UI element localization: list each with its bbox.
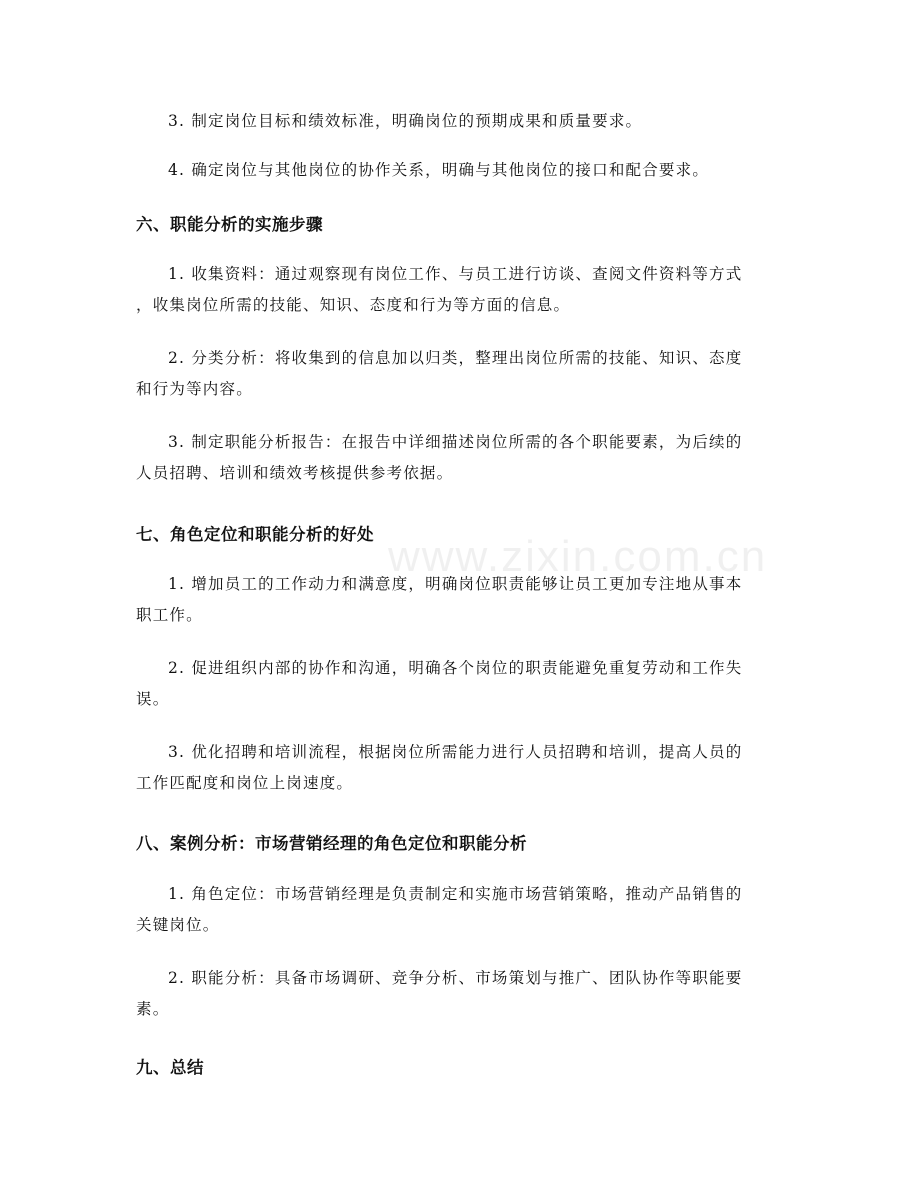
paragraph-line: ，收集岗位所需的技能、知识、态度和行为等方面的信息。 — [136, 296, 571, 314]
paragraph-line: 2. 分类分析：将收集到的信息加以归类，整理出岗位所需的技能、知识、态度 — [168, 349, 743, 367]
paragraph-line: 关键岗位。 — [136, 916, 220, 934]
paragraph-goal-standards — [136, 106, 782, 137]
paragraph-line: 1. 增加员工的工作动力和满意度，明确岗位职责能够让员工更加专注地从事本 — [168, 575, 743, 593]
section-heading-6: 六、职能分析的实施步骤 — [136, 215, 323, 234]
paragraph-collaboration — [136, 155, 782, 186]
list-item — [136, 427, 782, 489]
paragraph-line: 工作匹配度和岗位上岗速度。 — [136, 774, 354, 792]
paragraph-line: 1. 角色定位：市场营销经理是负责制定和实施市场营销策略，推动产品销售的 — [168, 885, 743, 903]
paragraph-line: 人员招聘、培训和绩效考核提供参考依据。 — [136, 464, 454, 482]
list-item — [136, 963, 782, 1025]
paragraph-line: 4. 确定岗位与其他岗位的协作关系，明确与其他岗位的接口和配合要求。 — [168, 161, 710, 179]
paragraph-line: 2. 促进组织内部的协作和沟通，明确各个岗位的职责能避免重复劳动和工作失 — [168, 659, 743, 677]
paragraph-line: 3. 制定岗位目标和绩效标准，明确岗位的预期成果和质量要求。 — [168, 112, 643, 130]
section-heading-7: 七、角色定位和职能分析的好处 — [136, 525, 374, 544]
paragraph-line: 素。 — [136, 1000, 170, 1018]
list-item — [136, 737, 782, 799]
section-heading-9: 九、总结 — [136, 1058, 204, 1077]
list-item — [136, 569, 782, 631]
paragraph-line: 和行为等内容。 — [136, 380, 253, 398]
paragraph-line: 误。 — [136, 690, 170, 708]
paragraph-line: 3. 制定职能分析报告：在报告中详细描述岗位所需的各个职能要素，为后续的 — [168, 433, 743, 451]
section-heading-8: 八、案例分析：市场营销经理的角色定位和职能分析 — [136, 834, 527, 853]
paragraph-line: 职工作。 — [136, 606, 203, 624]
list-item — [136, 879, 782, 941]
list-item — [136, 259, 782, 321]
list-item — [136, 343, 782, 405]
paragraph-line: 3. 优化招聘和培训流程，根据岗位所需能力进行人员招聘和培训，提高人员的 — [168, 743, 743, 761]
paragraph-line: 2. 职能分析：具备市场调研、竞争分析、市场策划与推广、团队协作等职能要 — [168, 969, 743, 987]
paragraph-line: 1. 收集资料：通过观察现有岗位工作、与员工进行访谈、查阅文件资料等方式 — [168, 265, 743, 283]
watermark: www.zixin.com.cn — [388, 532, 768, 581]
list-item — [136, 653, 782, 715]
